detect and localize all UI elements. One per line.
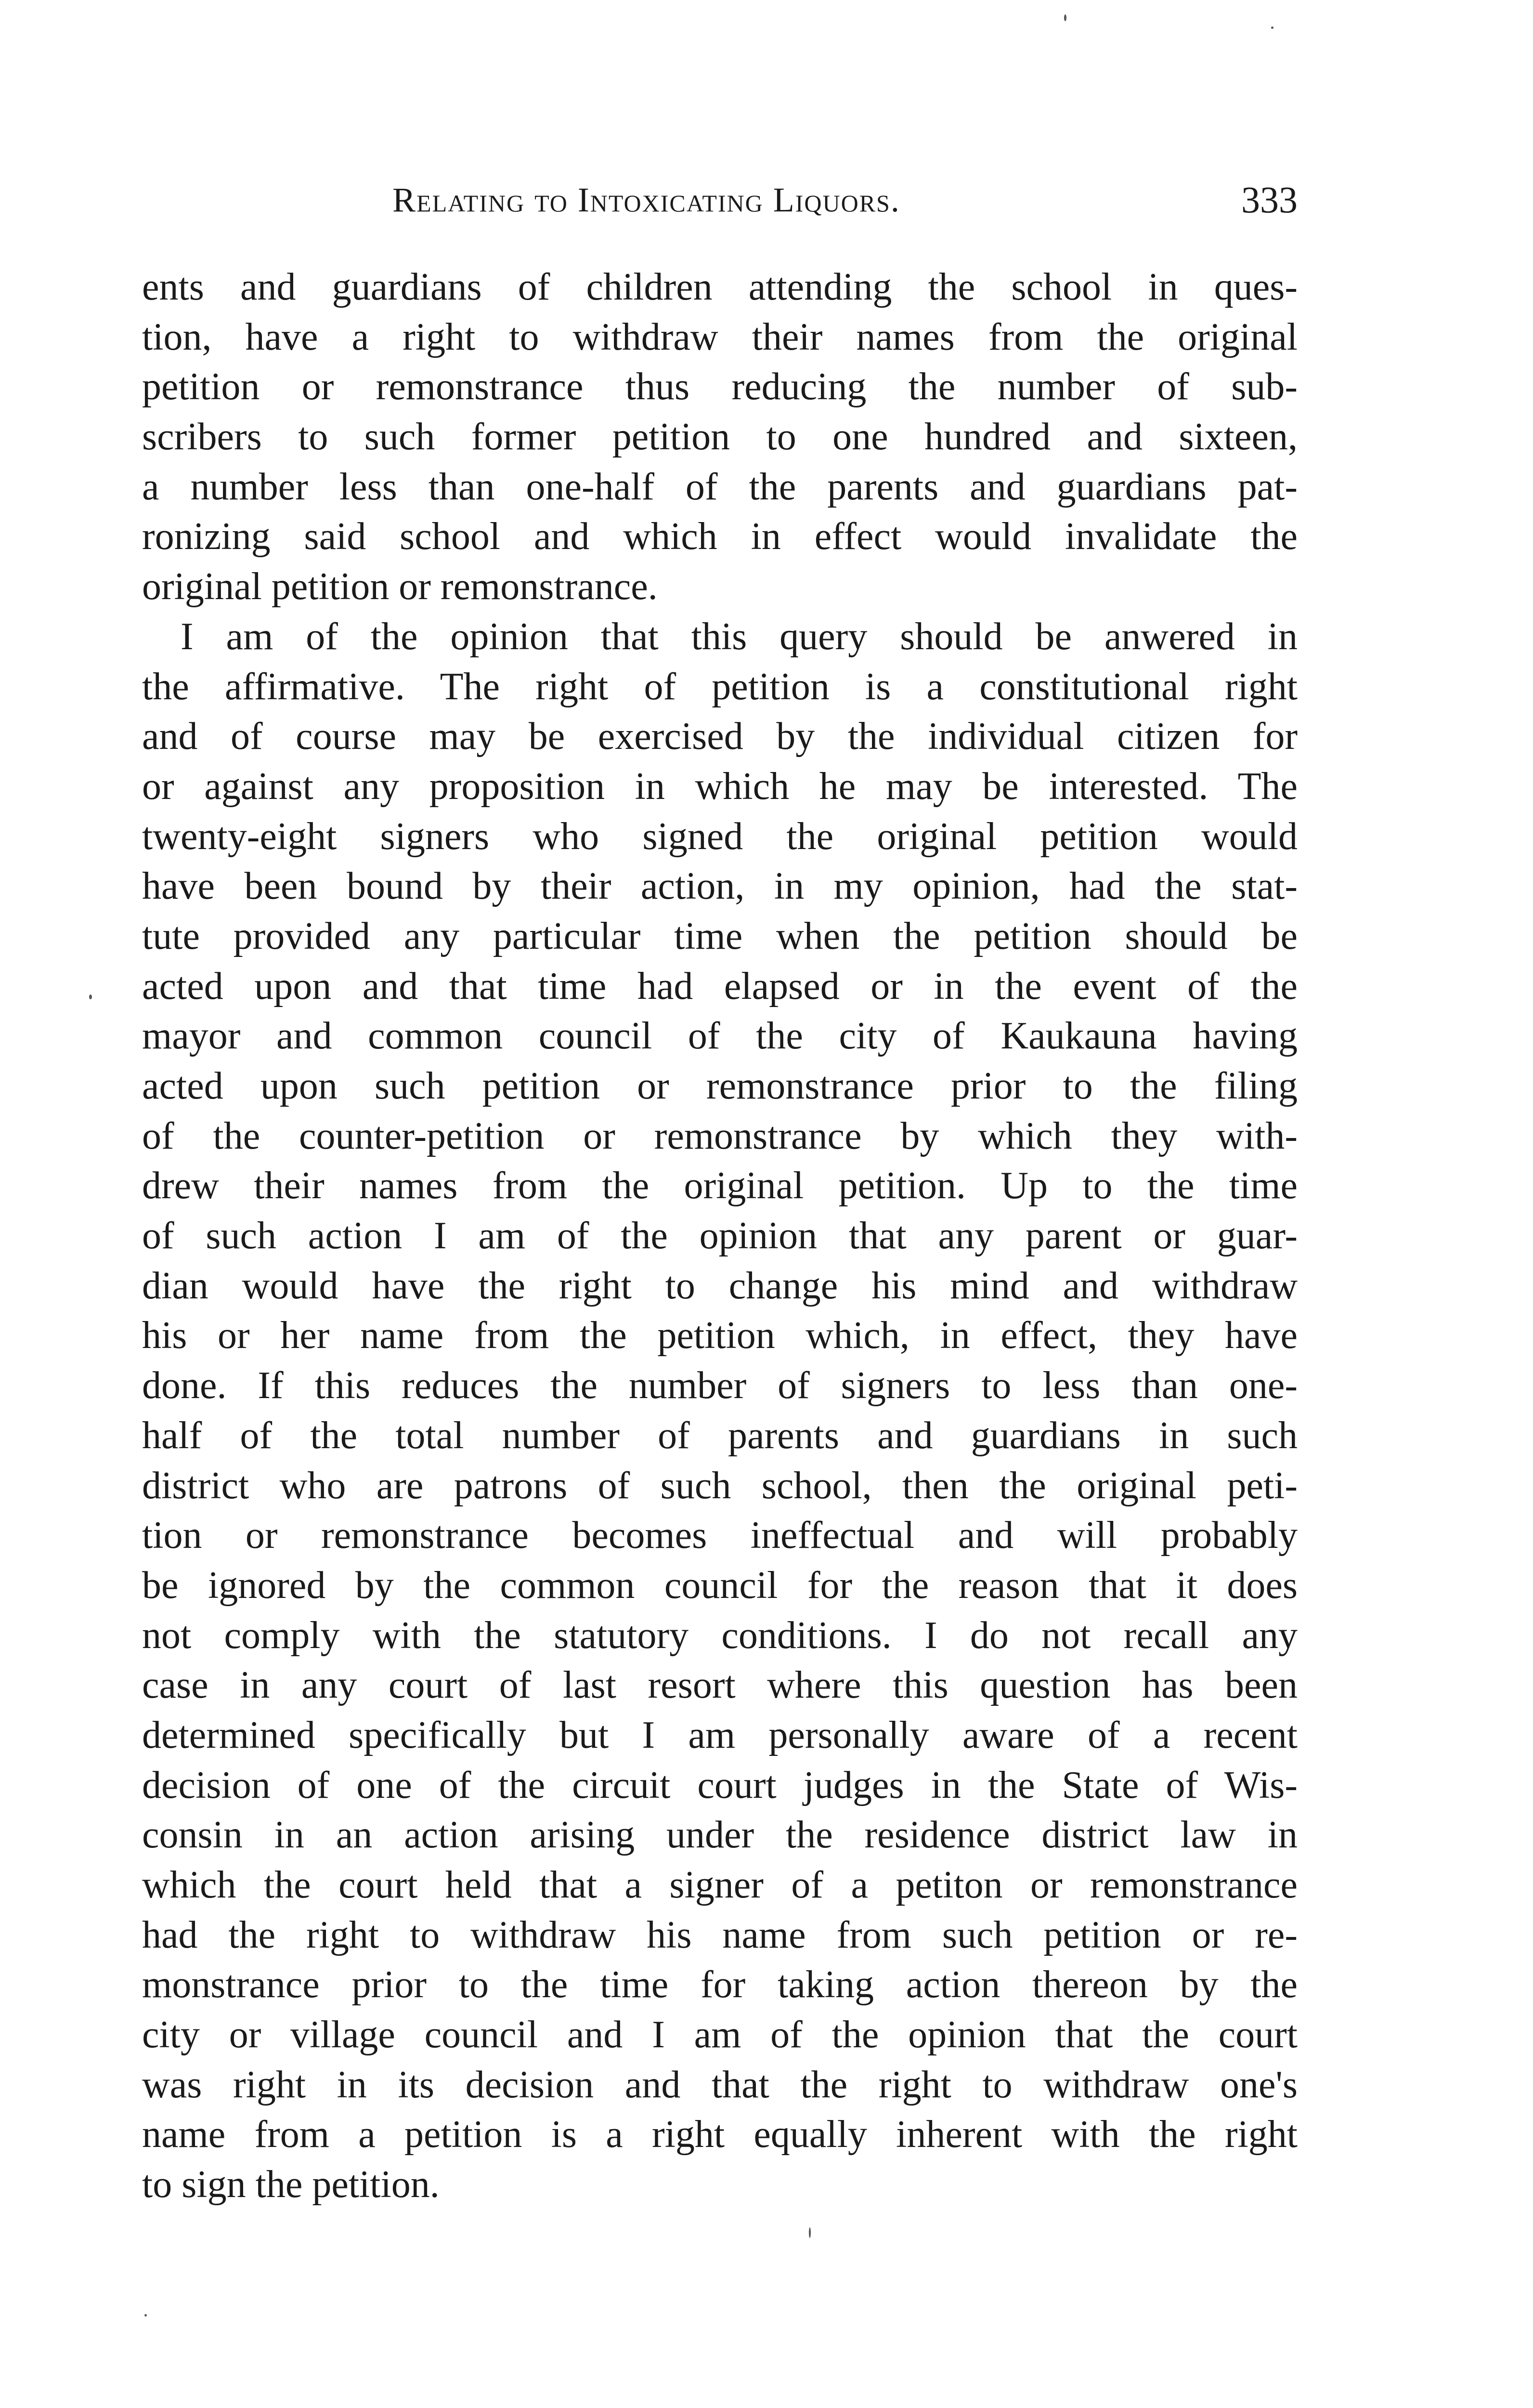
text-line: ronizing said school and which in effect would invalidate the: [142, 515, 1298, 558]
text-line: case in any court of last resort where this question has been: [142, 1664, 1298, 1707]
text-line: petition or remonstrance thus reducing the number of sub-: [142, 366, 1298, 408]
text-line: be ignored by the common council for the reason that it does: [142, 1564, 1298, 1607]
text-line: done. If this reduces the number of signers to less than one-: [142, 1364, 1298, 1407]
text-line: determined specifically but I am personally aware of a recent: [142, 1714, 1298, 1756]
text-line: of such action I am of the opinion that any parent or guar-: [142, 1215, 1298, 1257]
text-line: which the court held that a signer of a petiton or remonstrance: [142, 1864, 1298, 1906]
text-line: decision of one of the circuit court judges in the State of Wis-: [142, 1764, 1298, 1806]
text-line: name from a petition is a right equally inherent with the right: [142, 2113, 1298, 2156]
paper-speck: [89, 995, 92, 999]
text-line: district who are patrons of such school, then the original peti-: [142, 1464, 1298, 1507]
text-line: scribers to such former petition to one hundred and sixteen,: [142, 416, 1298, 458]
paper-speck: [1271, 26, 1273, 29]
text-line: the affirmative. The right of petition is a constitutional right: [142, 665, 1298, 708]
text-line: I am of the opinion that this query should be anwered in: [181, 615, 1298, 658]
text-line: his or her name from the petition which, in effect, they have: [142, 1314, 1298, 1357]
text-line: had the right to withdraw his name from such petition or re-: [142, 1913, 1298, 1956]
text-line: half of the total number of parents and guardians in such: [142, 1414, 1298, 1457]
text-line: drew their names from the original petition. Up to the time: [142, 1165, 1298, 1207]
body-text: [142, 262, 1298, 2210]
text-line: and of course may be exercised by the individual citizen for: [142, 715, 1298, 758]
text-line: mayor and common council of the city of Kaukauna having: [142, 1015, 1298, 1058]
text-line: tion, have a right to withdraw their names from the original: [142, 315, 1298, 358]
text-line: original petition or remonstrance.: [142, 565, 658, 608]
page-number: 333: [1241, 179, 1298, 221]
text-line: dian would have the right to change his mind and withdraw: [142, 1264, 1298, 1307]
text-line: a number less than one-half of the parents and guardians pat-: [142, 465, 1298, 508]
paragraph-2: [142, 612, 1298, 2210]
paper-speck: [1064, 14, 1066, 21]
text-line: to sign the petition.: [142, 2163, 440, 2206]
text-line: or against any proposition in which he may be interested. The: [142, 765, 1298, 808]
text-line: consin in an action arising under the residence district law in: [142, 1814, 1298, 1857]
running-head: [142, 173, 1298, 226]
text-line: of the counter-petition or remonstrance by which they with-: [142, 1114, 1298, 1157]
text-line: was right in its decision and that the right to withdraw one's: [142, 2063, 1298, 2106]
paragraph-1: [142, 262, 1298, 612]
paper-speck: [809, 2227, 811, 2238]
text-line: tion or remonstrance becomes ineffectual and will probably: [142, 1514, 1298, 1557]
paper-speck: [144, 2314, 147, 2316]
text-line: not comply with the statutory conditions. I do not recall any: [142, 1614, 1298, 1657]
running-title: Relating to Intoxicating Liquors.: [392, 181, 900, 219]
text-line: ents and guardians of children attending the school in ques-: [142, 266, 1298, 308]
text-line: tute provided any particular time when the petition should be: [142, 915, 1298, 957]
text-line: have been bound by their action, in my opinion, had the stat-: [142, 865, 1298, 908]
text-line: twenty-eight signers who signed the original petition would: [142, 815, 1298, 858]
text-line: acted upon and that time had elapsed or in the event of the: [142, 965, 1298, 1008]
text-line: acted upon such petition or remonstrance prior to the filing: [142, 1065, 1298, 1107]
text-line: monstrance prior to the time for taking action thereon by the: [142, 1963, 1298, 2006]
text-line: city or village council and I am of the opinion that the court: [142, 2014, 1298, 2056]
